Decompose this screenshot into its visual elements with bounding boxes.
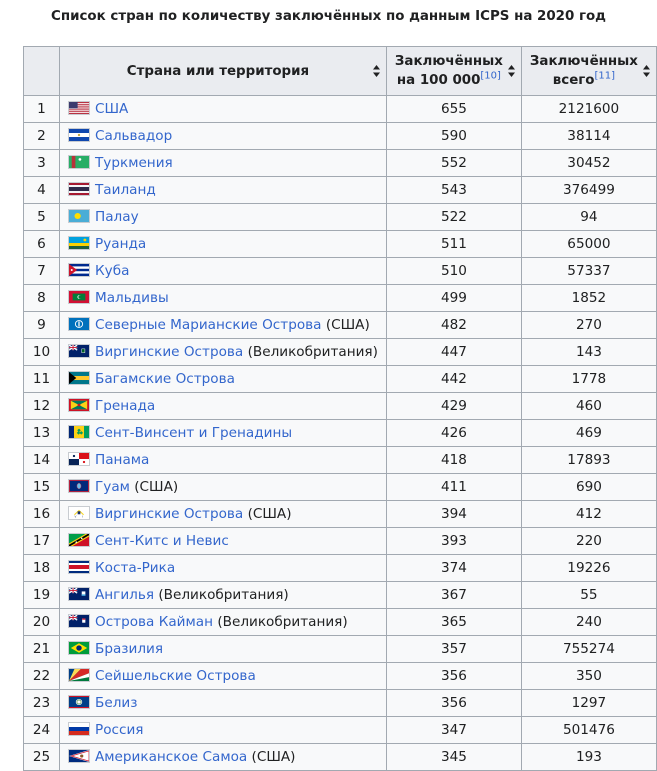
rank-cell: 18 — [24, 555, 60, 582]
country-link[interactable]: Россия — [95, 722, 144, 738]
country-cell — [60, 690, 387, 717]
country-link[interactable]: Мальдивы — [95, 290, 169, 306]
flag-tm-icon — [68, 155, 90, 169]
table-row — [24, 123, 657, 150]
total-cell: 469 — [521, 420, 656, 447]
country-cell — [60, 231, 387, 258]
flag-pa-icon — [68, 452, 90, 466]
country-suffix: (США) — [243, 506, 292, 522]
rank-cell: 9 — [24, 312, 60, 339]
country-link[interactable]: Северные Марианские Острова — [95, 317, 322, 333]
flag-gu-icon — [68, 479, 90, 493]
flag-ky-icon — [68, 614, 90, 628]
column-header-country[interactable] — [60, 47, 387, 96]
table-row — [24, 717, 657, 744]
rank-cell: 24 — [24, 717, 60, 744]
total-cell: 1852 — [521, 285, 656, 312]
country-link[interactable]: Палау — [95, 209, 139, 225]
svg-text:V: V — [74, 515, 77, 519]
rate-cell: 365 — [386, 609, 521, 636]
country-cell — [60, 366, 387, 393]
country-cell — [60, 582, 387, 609]
table-row — [24, 744, 657, 771]
flag-sv-icon — [68, 128, 90, 142]
column-header-total-line1: Заключённых — [529, 54, 638, 69]
total-cell: 1297 — [521, 690, 656, 717]
rank-cell: 7 — [24, 258, 60, 285]
rank-cell: 5 — [24, 204, 60, 231]
rank-cell: 12 — [24, 393, 60, 420]
total-cell: 755274 — [521, 636, 656, 663]
total-cell: 270 — [521, 312, 656, 339]
country-link[interactable]: Гуам — [95, 479, 130, 495]
rank-cell: 16 — [24, 501, 60, 528]
flag-us-icon — [68, 101, 90, 115]
table-row — [24, 501, 657, 528]
rank-cell: 22 — [24, 663, 60, 690]
country-link[interactable]: Панама — [95, 452, 150, 468]
table-body — [24, 96, 657, 771]
rank-cell: 13 — [24, 420, 60, 447]
rate-cell: 510 — [386, 258, 521, 285]
table-row — [24, 339, 657, 366]
country-cell — [60, 528, 387, 555]
flag-ai-icon — [68, 587, 90, 601]
flag-bz-icon — [68, 695, 90, 709]
table-row — [24, 96, 657, 123]
column-header-rate[interactable] — [386, 47, 521, 96]
total-cell: 690 — [521, 474, 656, 501]
flag-mp-icon — [68, 317, 90, 331]
table-row — [24, 366, 657, 393]
column-header-rate-line2: на 100 000 — [396, 73, 481, 88]
flag-cr-icon — [68, 560, 90, 574]
rank-cell: 3 — [24, 150, 60, 177]
country-cell — [60, 420, 387, 447]
country-link[interactable]: Сент-Китс и Невис — [95, 533, 229, 549]
table-row — [24, 312, 657, 339]
flag-ru-icon — [68, 722, 90, 736]
rank-cell: 10 — [24, 339, 60, 366]
country-cell — [60, 744, 387, 771]
table-row — [24, 609, 657, 636]
country-suffix: (США) — [321, 317, 370, 333]
table-row — [24, 636, 657, 663]
table-row — [24, 285, 657, 312]
rate-cell: 442 — [386, 366, 521, 393]
table-row — [24, 393, 657, 420]
table-caption: Список стран по количеству заключённых по данным ICPS на 2020 год — [51, 9, 606, 24]
total-cell: 240 — [521, 609, 656, 636]
rate-cell: 394 — [386, 501, 521, 528]
column-header-rate-line1: Заключённых — [394, 54, 503, 69]
country-cell — [60, 258, 387, 285]
header-row — [24, 47, 657, 96]
column-header-total-line2: всего — [552, 73, 595, 88]
country-link[interactable]: Таиланд — [95, 182, 156, 198]
table-row — [24, 663, 657, 690]
total-cell: 501476 — [521, 717, 656, 744]
country-link[interactable]: Руанда — [95, 236, 147, 252]
country-link[interactable]: Куба — [95, 263, 130, 279]
flag-as-icon — [68, 749, 90, 763]
country-cell — [60, 447, 387, 474]
flag-sc-icon — [68, 668, 90, 682]
rate-cell: 511 — [386, 231, 521, 258]
sort-icon[interactable] — [508, 65, 515, 77]
country-cell — [60, 393, 387, 420]
column-header-country-label: Страна или территория — [126, 63, 310, 79]
total-cell: 412 — [521, 501, 656, 528]
rate-cell: 590 — [386, 123, 521, 150]
total-cell: 19226 — [521, 555, 656, 582]
total-cell: 38114 — [521, 123, 656, 150]
country-link[interactable]: Туркмения — [95, 155, 173, 171]
table-row — [24, 420, 657, 447]
rank-cell: 1 — [24, 96, 60, 123]
total-cell: 94 — [521, 204, 656, 231]
rate-cell: 374 — [386, 555, 521, 582]
country-link[interactable]: Виргинские Острова — [95, 344, 244, 360]
flag-vi-icon — [68, 506, 90, 520]
country-cell — [60, 474, 387, 501]
country-cell — [60, 663, 387, 690]
flag-pw-icon — [68, 209, 90, 223]
flag-rw-icon — [68, 236, 90, 250]
rate-cell: 418 — [386, 447, 521, 474]
rate-cell: 426 — [386, 420, 521, 447]
rank-cell: 21 — [24, 636, 60, 663]
total-cell: 17893 — [521, 447, 656, 474]
prison-population-table — [23, 46, 657, 771]
flag-th-icon — [68, 182, 90, 196]
country-link[interactable]: Бразилия — [95, 641, 164, 657]
rate-cell: 482 — [386, 312, 521, 339]
table-row — [24, 474, 657, 501]
table-row — [24, 690, 657, 717]
total-cell: 193 — [521, 744, 656, 771]
country-cell — [60, 123, 387, 150]
country-link[interactable]: Коста-Рика — [95, 560, 176, 576]
table-row — [24, 150, 657, 177]
rate-cell: 357 — [386, 636, 521, 663]
table-row — [24, 177, 657, 204]
table-row — [24, 231, 657, 258]
rate-cell: 356 — [386, 663, 521, 690]
flag-kn-icon — [68, 533, 90, 547]
flag-mv-icon — [68, 290, 90, 304]
rate-cell: 522 — [386, 204, 521, 231]
country-suffix: (США) — [129, 479, 179, 495]
rank-cell: 14 — [24, 447, 60, 474]
country-cell — [60, 285, 387, 312]
flag-br-icon — [68, 641, 90, 655]
country-cell — [60, 177, 387, 204]
country-link[interactable]: Ангилья — [95, 587, 155, 603]
table-row — [24, 555, 657, 582]
country-suffix: (Великобритания) — [243, 344, 378, 360]
rank-cell: 15 — [24, 474, 60, 501]
rank-cell: 4 — [24, 177, 60, 204]
country-cell — [60, 150, 387, 177]
rate-cell: 347 — [386, 717, 521, 744]
table-row — [24, 582, 657, 609]
country-cell — [60, 339, 387, 366]
country-cell — [60, 501, 387, 528]
country-link[interactable]: Виргинские Острова — [95, 506, 244, 522]
rank-cell: 2 — [24, 123, 60, 150]
country-link[interactable]: Белиз — [95, 695, 138, 711]
total-cell: 65000 — [521, 231, 656, 258]
country-link[interactable]: Багамские Острова — [95, 371, 235, 387]
rank-cell: 11 — [24, 366, 60, 393]
table-row — [24, 528, 657, 555]
rate-cell: 356 — [386, 690, 521, 717]
rate-cell: 429 — [386, 393, 521, 420]
rank-cell: 17 — [24, 528, 60, 555]
rank-cell: 19 — [24, 582, 60, 609]
total-cell: 55 — [521, 582, 656, 609]
country-link[interactable]: Гренада — [95, 398, 156, 414]
country-cell — [60, 717, 387, 744]
country-link[interactable]: Сент-Винсент и Гренадины — [95, 425, 293, 441]
total-cell: 350 — [521, 663, 656, 690]
rank-cell: 20 — [24, 609, 60, 636]
rate-cell: 655 — [386, 96, 521, 123]
country-cell — [60, 312, 387, 339]
country-link[interactable]: Сальвадор — [95, 128, 173, 144]
flag-vc-icon — [68, 425, 90, 439]
table-row — [24, 258, 657, 285]
rank-cell: 25 — [24, 744, 60, 771]
rate-cell: 543 — [386, 177, 521, 204]
column-header-number — [24, 47, 60, 96]
country-cell — [60, 609, 387, 636]
rank-cell: 8 — [24, 285, 60, 312]
flag-vg-icon — [68, 344, 90, 358]
country-link[interactable]: Американское Самоа — [95, 749, 248, 765]
country-cell — [60, 96, 387, 123]
country-cell — [60, 204, 387, 231]
rate-cell: 345 — [386, 744, 521, 771]
total-cell: 220 — [521, 528, 656, 555]
svg-text:I: I — [81, 515, 83, 519]
reference-link-10[interactable]: [10] — [480, 70, 501, 82]
total-cell: 57337 — [521, 258, 656, 285]
total-cell: 376499 — [521, 177, 656, 204]
table-row — [24, 447, 657, 474]
rate-cell: 411 — [386, 474, 521, 501]
sort-icon[interactable] — [643, 65, 650, 77]
rate-cell: 393 — [386, 528, 521, 555]
country-cell — [60, 555, 387, 582]
column-header-total[interactable] — [521, 47, 656, 96]
sort-icon[interactable] — [373, 65, 380, 77]
rank-cell: 6 — [24, 231, 60, 258]
country-link[interactable]: Острова Кайман — [95, 614, 213, 630]
rate-cell: 367 — [386, 582, 521, 609]
total-cell: 2121600 — [521, 96, 656, 123]
flag-cu-icon — [68, 263, 90, 277]
rank-cell: 23 — [24, 690, 60, 717]
rate-cell: 447 — [386, 339, 521, 366]
table-row — [24, 204, 657, 231]
total-cell: 143 — [521, 339, 656, 366]
flag-bs-icon — [68, 371, 90, 385]
country-link[interactable]: США — [95, 101, 129, 117]
flag-gd-icon — [68, 398, 90, 412]
country-link[interactable]: Сейшельские Острова — [95, 668, 256, 684]
total-cell: 460 — [521, 393, 656, 420]
total-cell: 30452 — [521, 150, 656, 177]
country-suffix: (Великобритания) — [213, 614, 348, 630]
country-suffix: (Великобритания) — [154, 587, 289, 603]
rate-cell: 552 — [386, 150, 521, 177]
country-suffix: (США) — [247, 749, 296, 765]
rate-cell: 499 — [386, 285, 521, 312]
reference-link-11[interactable]: [11] — [594, 70, 616, 82]
country-cell — [60, 636, 387, 663]
total-cell: 1778 — [521, 366, 656, 393]
